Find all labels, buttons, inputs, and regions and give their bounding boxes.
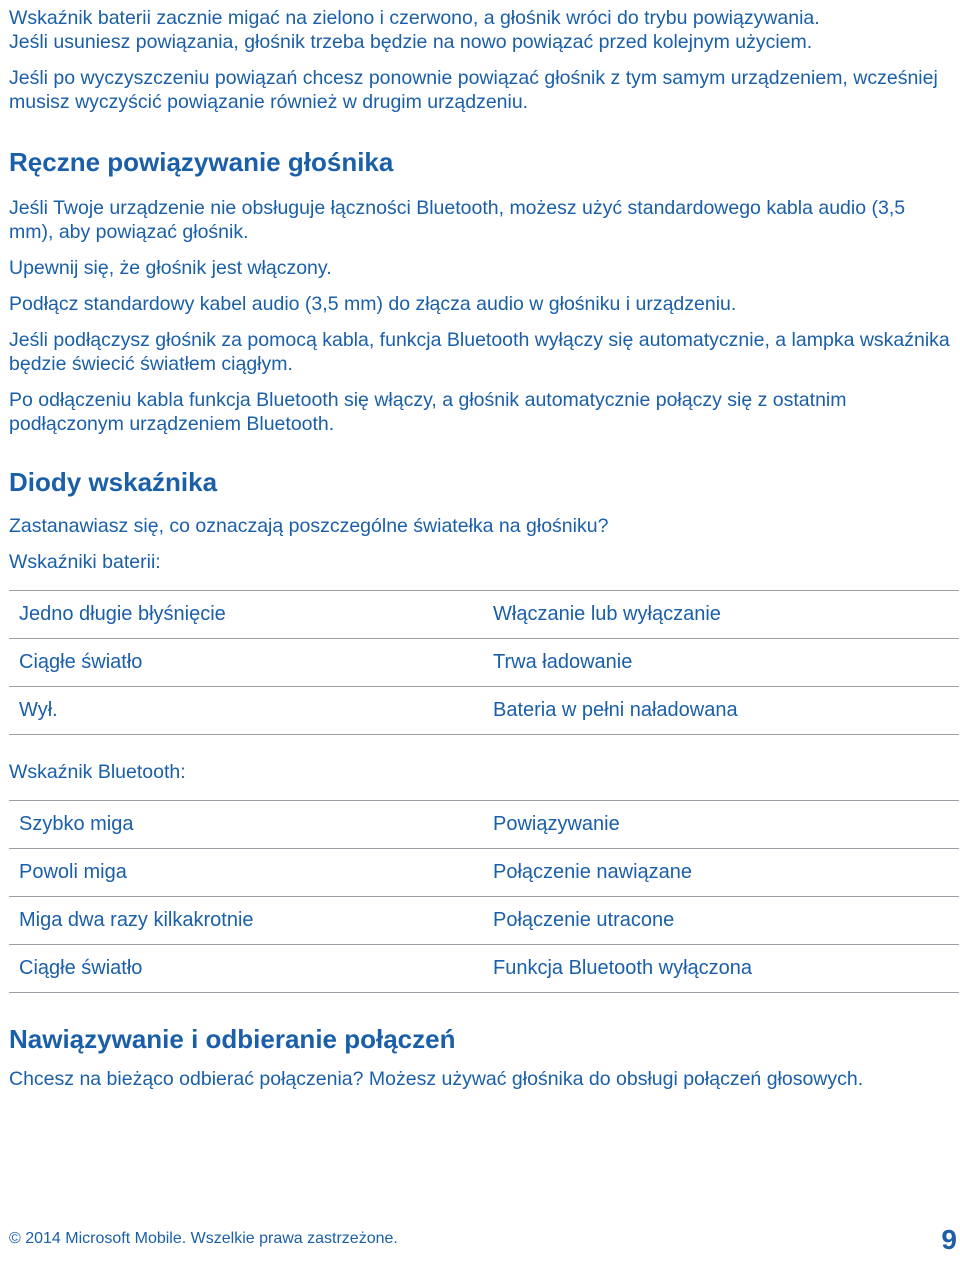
table-row <box>9 687 959 735</box>
indicator-leds-heading: Diody wskaźnika <box>9 467 218 497</box>
leds-question: Zastanawiasz się, co oznaczają poszczególne światełka na głośniku? <box>9 515 609 537</box>
led-meaning: Powiązywanie <box>483 801 959 849</box>
led-pattern: Ciągłe światło <box>9 945 483 993</box>
table-row <box>9 639 959 687</box>
calls-heading: Nawiązywanie i odbieranie połączeń <box>9 1024 456 1054</box>
table-row <box>9 849 959 897</box>
led-meaning: Włączanie lub wyłączanie <box>483 591 959 639</box>
battery-indicators-label: Wskaźniki baterii: <box>9 551 161 573</box>
led-pattern: Ciągłe światło <box>9 639 483 687</box>
bluetooth-indicator-label: Wskaźnik Bluetooth: <box>9 761 186 783</box>
page-number: 9 <box>941 1224 957 1255</box>
table-row <box>9 591 959 639</box>
manual-pairing-heading: Ręczne powiązywanie głośnika <box>9 147 394 177</box>
document-page <box>9 6 951 1091</box>
intro-line-3: Jeśli po wyczyszczeniu powiązań chcesz ponownie powiązać głośnik z tym samym urządzeniem, wcześniej musisz wyczyścić powiązanie również w drugim urządzeniu. <box>9 67 938 113</box>
table-row <box>9 801 959 849</box>
manual-paragraph-2: Upewnij się, że głośnik jest włączony. <box>9 257 332 279</box>
intro-line-1: Wskaźnik baterii zacznie migać na zielono i czerwono, a głośnik wróci do trybu powiązywania. <box>9 7 820 29</box>
led-meaning: Połączenie utracone <box>483 897 959 945</box>
led-pattern: Powoli miga <box>9 849 483 897</box>
led-meaning: Połączenie nawiązane <box>483 849 959 897</box>
led-pattern: Szybko miga <box>9 801 483 849</box>
table-row <box>9 897 959 945</box>
manual-paragraph-5: Po odłączeniu kabla funkcja Bluetooth się włączy, a głośnik automatycznie połączy się z ostatnim podłączonym urządzeniem Bluetooth. <box>9 389 847 435</box>
calls-text: Chcesz na bieżąco odbierać połączenia? Możesz używać głośnika do obsługi połączeń głosowych. <box>9 1068 864 1090</box>
led-meaning: Bateria w pełni naładowana <box>483 687 959 735</box>
led-pattern: Jedno długie błyśnięcie <box>9 591 483 639</box>
led-pattern: Wył. <box>9 687 483 735</box>
manual-paragraph-4: Jeśli podłączysz głośnik za pomocą kabla, funkcja Bluetooth wyłączy się automatycznie, a lampka wskaźnika będzie świecić światłem ciągłym. <box>9 329 950 375</box>
led-meaning: Trwa ładowanie <box>483 639 959 687</box>
table-row <box>9 945 959 993</box>
manual-paragraph-1: Jeśli Twoje urządzenie nie obsługuje łączności Bluetooth, możesz użyć standardowego kabla audio (3,5 mm), aby powiązać głośnik. <box>9 197 906 243</box>
led-meaning: Funkcja Bluetooth wyłączona <box>483 945 959 993</box>
battery-indicator-table <box>9 590 959 735</box>
manual-paragraph-3: Podłącz standardowy kabel audio (3,5 mm) do złącza audio w głośniku i urządzeniu. <box>9 293 737 315</box>
page-footer <box>9 1226 959 1258</box>
bluetooth-indicator-table <box>9 800 959 993</box>
copyright-notice: © 2014 Microsoft Mobile. Wszelkie prawa zastrzeżone. <box>9 1230 398 1247</box>
led-pattern: Miga dwa razy kilkakrotnie <box>9 897 483 945</box>
intro-line-2: Jeśli usuniesz powiązania, głośnik trzeba będzie na nowo powiązać przed kolejnym użyciem. <box>9 31 813 53</box>
